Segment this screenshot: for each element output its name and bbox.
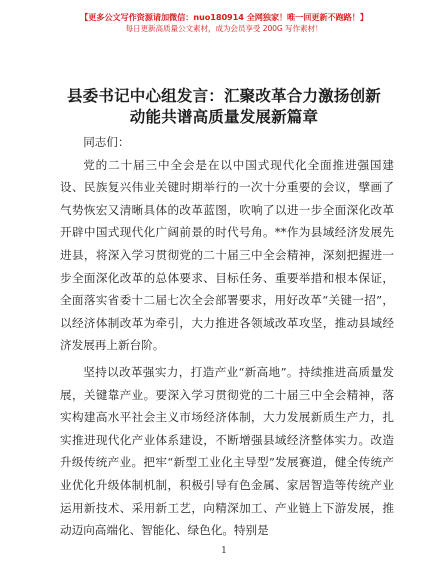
paragraph-1: 党的二十届三中全会是在以中国式现代化全面推进强国建设、民族复兴伟业关键时期举行的一次十分重要的会议，擘画了气势恢宏又清晰具体的改革蓝图，吹响了以进一步全面深化改革开辟中国式现代化广阔前景的时代号角。**作为县域经济发展先进县，将深入学习贯彻党的二十届三中全会精神，深刻把握进一步全面深化改革的总体要求、目标任务、重要举措和根本保证，全面落实省委十二届七次全会部署要求，用好改革“关键一招”，以经济体制改革为牵引，大力推进各领域改革攻坚，推动县域经济发展再上新台阶。 — [60, 157, 394, 353]
greeting: 同志们： — [83, 135, 130, 149]
banner-promo-line: 【更多公文写作资源请加微信：nuo180914 全网独家！唯一回更新不跑路！】 — [80, 12, 368, 22]
header-banner — [0, 12, 448, 34]
title-line-2: 动能共谱高质量发展新篇章 — [129, 108, 319, 126]
page-number: 1 — [221, 546, 227, 556]
paragraph-2: 坚持以改革强实力，打造产业“新高地”。持续推进高质量发展，关键靠产业。要深入学习贯彻党的二十届三中全会精神，落实构建高水平社会主义市场经济体制，大力发展新质生产力，扎实推进现代化产业体系建设，不断增强县域经济整体实力。改造升级传统产业。把牢“新型工业化主导型”发展赛道，健全传统产业优化升级体制机制，积极引导有色金属、家居智造等传统产业运用新技术、采用新工艺，向精深加工、产业链上下游发展，推动迈向高端化、智能化、绿色化。特别是 — [60, 364, 394, 538]
document-body — [60, 131, 394, 542]
title-line-1: 县委书记中心组发言：汇聚改革合力激扬创新 — [66, 87, 381, 105]
banner-member-line: 每日更新高质量公文素材，成为会员享受 200G 写作素材！ — [125, 24, 323, 33]
document-title — [40, 86, 408, 128]
